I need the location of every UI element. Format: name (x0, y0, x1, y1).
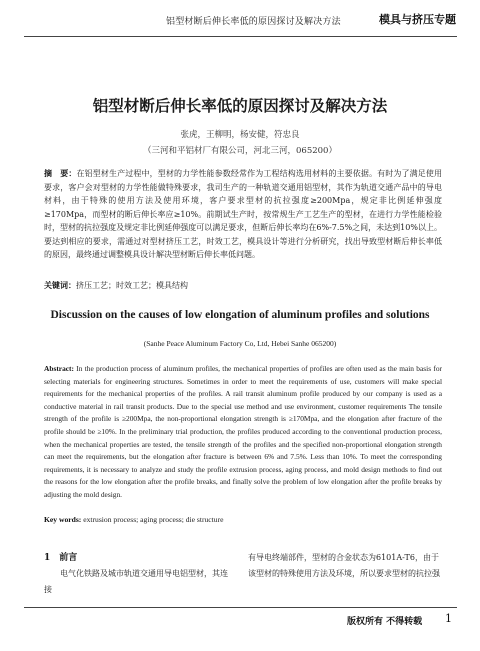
section-heading: 1 前言 (44, 553, 78, 563)
abstract-english (44, 363, 442, 502)
title-english: Discussion on the causes of low elongation of aluminum profiles and solutions (50, 309, 430, 321)
keywords-label-english: Key words: (44, 515, 82, 524)
page-number: 1 (445, 612, 452, 625)
abstract-chinese (44, 167, 442, 262)
header-rule (24, 36, 457, 37)
keywords-label-chinese: 关键词： (44, 280, 76, 290)
keywords-text-chinese: 挤压工艺；时效工艺；模具结构 (76, 281, 188, 290)
keywords-chinese (44, 280, 442, 291)
page-header (0, 0, 480, 40)
body-left-column: 电气化铁路及城市轨道交通用导电铝型材，其连接 (44, 569, 228, 594)
keywords-english (44, 515, 442, 524)
abstract-label-chinese: 摘 要： (44, 168, 77, 178)
keywords-text-english: extrusion process; aging process; die structure (81, 515, 224, 524)
affiliation-chinese: （三河和平铝材厂有限公司，河北三河，065200） (143, 146, 337, 156)
column-name: 模具与挤压专题 (379, 13, 456, 26)
running-title: 铝型材断后伸长率低的原因探讨及解决方法 (166, 17, 341, 27)
abstract-text-chinese: 在铝型材生产过程中，型材的力学性能参数经常作为工程结构选用材料的主要依据。有时为了满足使用要求，客户会对型材的力学性能做特殊要求，我司生产的一种轨道交通用铝型材，其作为轨道交通产品中的导电材料，由于特殊的使用方法及使用环境，客户要求型材的抗拉强度≥200Mpa，规定非比例延伸强度≥170Mpa，而型材的断后伸长率应≥10%。前期试生产时，按常规生产工艺生产的型材，在进行力学性能检验时，型材的抗拉强度及规定非比例延伸强度可以满足要求，但断后伸长率均在6%-7.5%之间，未达到10%以上。要达到相应的要求，需通过对型材挤压工艺，时效工艺，模具设计等进行分析研究，找出导致型材断后伸长率低的原因，最终通过调整模具设计解决型材断后伸长率低问题。 (44, 169, 442, 259)
affiliation-english: (Sanhe Peace Aluminum Factory Co, Ltd, Hebei Sanhe 065200) (143, 339, 337, 348)
abstract-label-english: Abstract: (44, 364, 74, 373)
title-chinese: 铝型材断后伸长率低的原因探讨及解决方法 (92, 96, 388, 115)
footer-rule (24, 607, 457, 608)
abstract-text-english: In the production process of aluminum profiles, the mechanical properties of profiles are often used as the main basis for selecting materials for engineering structures. Sometimes in order to meet the requirements of use, customers will make special requirements for the mechanical properties of the profiles. A rail transit aluminum profile produced by our company is used as a conductive material in rail transit products. Due to the special use method and use environment, customer requirements The tensile strength of the profile is ≥200Mpa, the non-proportional elongation strength is ≥170Mpa, and the elongation after fracture of the profile should be ≥10%. In the preliminary trial production, the profiles produced according to the conventional production process, when the mechanical properties are tested, the tensile strength of the profiles and the specified non-proportional elongation strength can meet the requirements, but the elongation after fracture is between 6% and 7.5%. Less than 10%. To meet the corresponding requirements, it is necessary to analyze and study the profile extrusion process, aging process, and mold design methods to find out the reasons for the low elongation after the profile breaks, and finally solve the problem of low elongation after the profile breaks by adjusting the mold design. (44, 364, 442, 499)
authors-chinese: 张虎，王柳明，杨安健，符忠良 (180, 130, 300, 140)
copyright-notice: 版权所有 不得转载 (347, 617, 423, 627)
body-right-column: 有导电终端部件，型材的合金状态为6101A-T6，由于该型材的特殊使用方法及环境，所以要求型材的抗拉强 (248, 553, 440, 578)
